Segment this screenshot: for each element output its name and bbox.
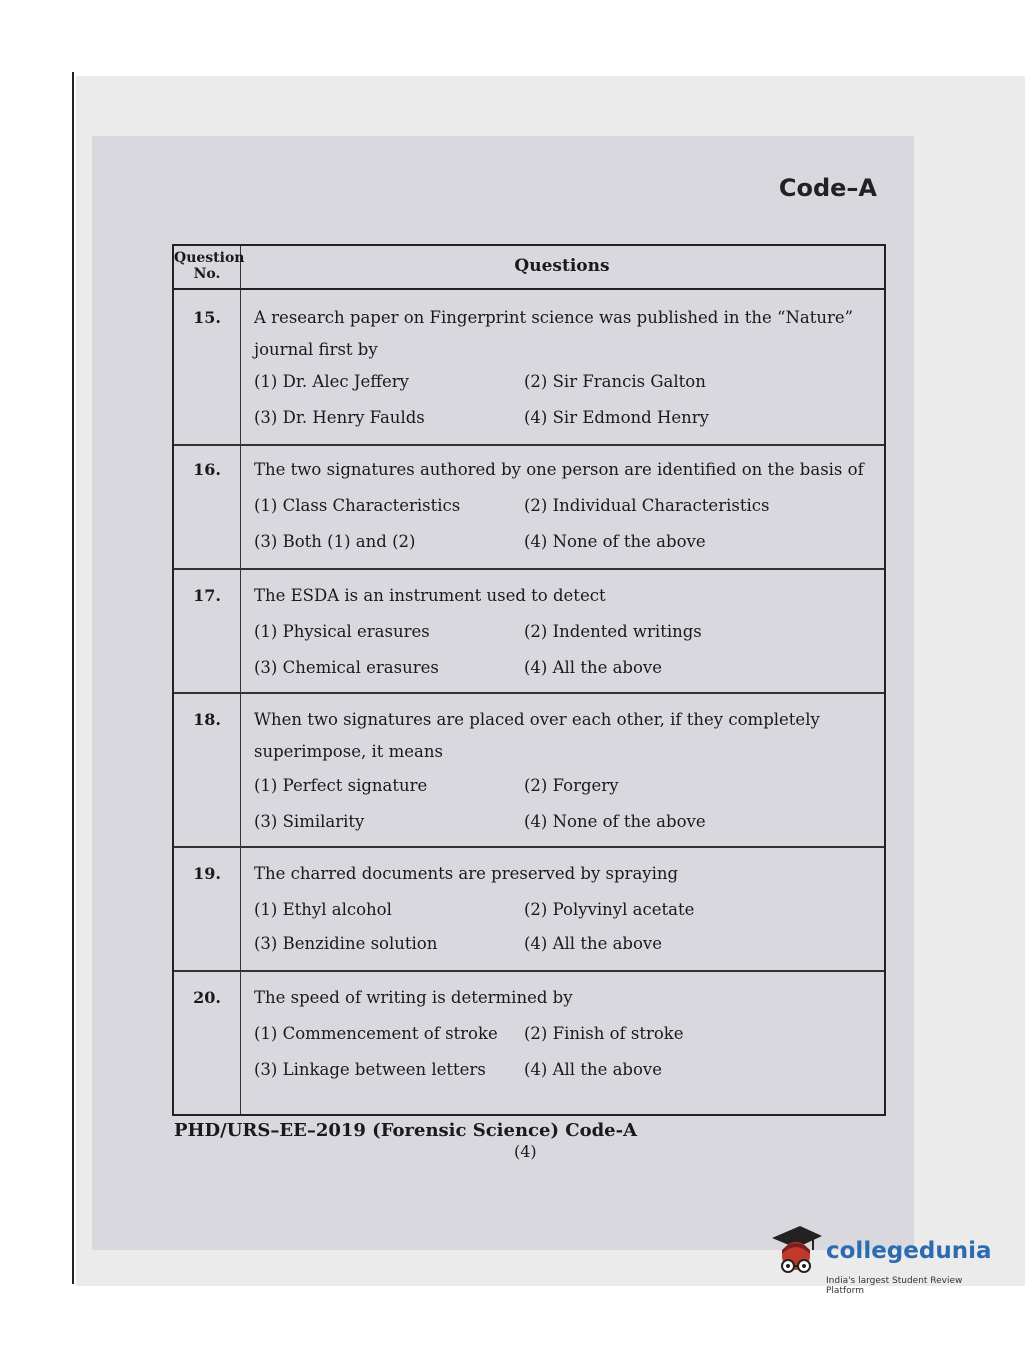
question-number: 16. <box>193 460 221 479</box>
option-3: (3) Both (1) and (2) <box>254 532 416 551</box>
question-row <box>174 846 884 972</box>
option-3: (3) Dr. Henry Faulds <box>254 408 425 427</box>
question-text: The charred documents are preserved by spraying <box>254 864 679 883</box>
header-question-no <box>174 250 245 282</box>
option-4: (4) Sir Edmond Henry <box>524 408 709 427</box>
option-1: (1) Class Characteristics <box>254 496 461 515</box>
question-text: A research paper on Fingerprint science was published in the “Nature” journal first by <box>254 308 854 359</box>
question-row <box>174 444 884 570</box>
option-4: (4) None of the above <box>524 812 706 831</box>
question-row <box>174 970 884 1114</box>
question-row <box>174 288 884 446</box>
question-text: When two signatures are placed over each other, if they completely superimpose, it means <box>254 710 820 761</box>
option-1: (1) Physical erasures <box>254 622 430 641</box>
option-2: (2) Individual Characteristics <box>524 496 770 515</box>
option-2: (2) Polyvinyl acetate <box>524 900 695 919</box>
option-4: (4) None of the above <box>524 532 706 551</box>
option-4: (4) All the above <box>524 1060 663 1079</box>
question-row <box>174 568 884 694</box>
question-number: 19. <box>193 864 221 883</box>
logo-wordmark: collegedunia <box>826 1238 992 1264</box>
option-1: (1) Dr. Alec Jeffery <box>254 372 409 391</box>
question-number: 20. <box>193 988 221 1007</box>
option-3: (3) Linkage between letters <box>254 1060 486 1079</box>
logo-tagline: India's largest Student Review Platform <box>826 1276 963 1296</box>
option-2: (2) Sir Francis Galton <box>524 372 706 391</box>
option-3: (3) Benzidine solution <box>254 934 438 953</box>
option-1: (1) Perfect signature <box>254 776 428 795</box>
mascot-icon <box>768 1222 824 1282</box>
header-questions: Questions <box>514 256 610 276</box>
option-3: (3) Chemical erasures <box>254 658 439 677</box>
option-2: (2) Finish of stroke <box>524 1024 684 1043</box>
scan-edge <box>72 72 74 1284</box>
question-text: The two signatures authored by one person are identified on the basis of <box>254 460 864 479</box>
option-2: (2) Forgery <box>524 776 619 795</box>
option-4: (4) All the above <box>524 658 663 677</box>
option-1: (1) Commencement of stroke <box>254 1024 498 1043</box>
question-row <box>174 692 884 848</box>
option-2: (2) Indented writings <box>524 622 702 641</box>
option-1: (1) Ethyl alcohol <box>254 900 392 919</box>
header-question-no-label: Question No. <box>174 250 245 282</box>
question-number: 18. <box>193 710 221 729</box>
questions-table <box>172 244 886 1116</box>
option-4: (4) All the above <box>524 934 663 953</box>
option-3: (3) Similarity <box>254 812 365 831</box>
table-header <box>174 246 884 290</box>
question-text: The speed of writing is determined by <box>254 988 573 1007</box>
page-number: (4) <box>514 1142 537 1161</box>
question-number: 17. <box>193 586 221 605</box>
paper-code: Code–A <box>778 174 877 202</box>
question-number: 15. <box>193 308 221 327</box>
collegedunia-logo <box>768 1222 996 1296</box>
exam-footer-title: PHD/URS–EE–2019 (Forensic Science) Code-A <box>174 1120 638 1141</box>
question-text: The ESDA is an instrument used to detect <box>254 586 606 605</box>
